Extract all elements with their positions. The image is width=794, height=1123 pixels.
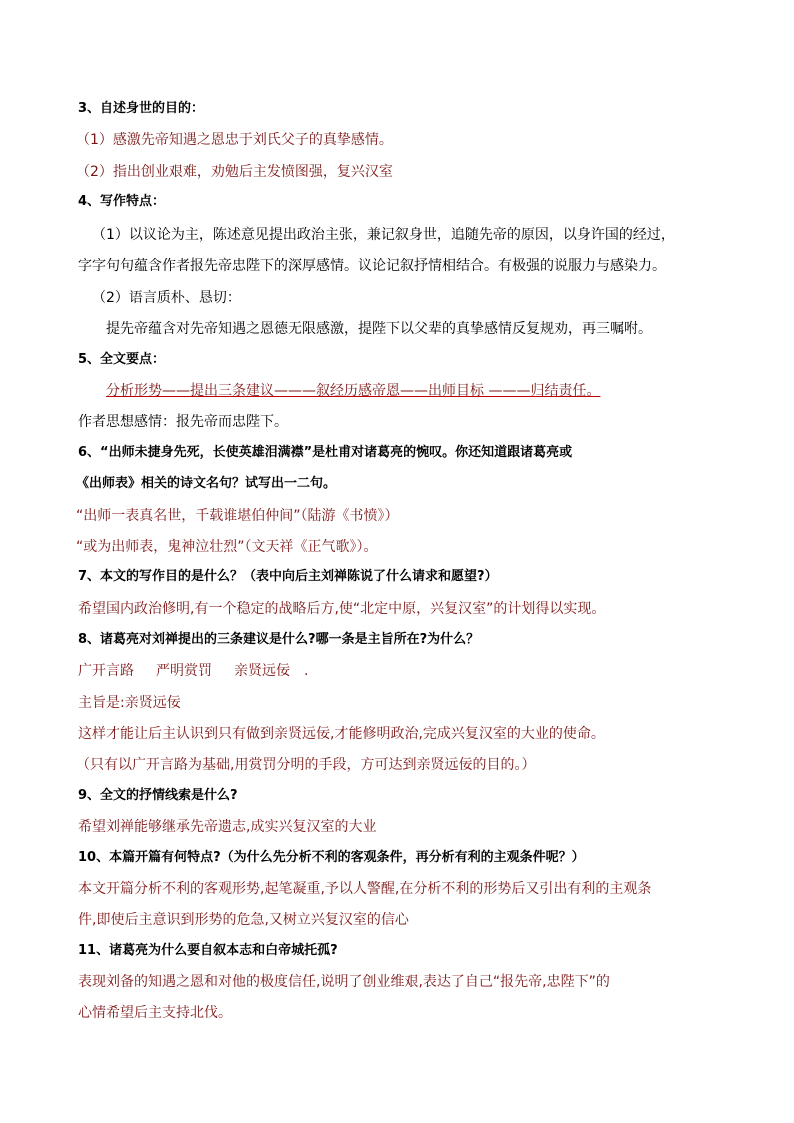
suggestion-2: 严明赏罚 bbox=[156, 663, 212, 679]
question-7: 7、本文的写作目的是什么？（表中向后主刘禅陈说了什么请求和愿望?） bbox=[78, 569, 498, 584]
question-5: 5、全文要点： bbox=[78, 352, 166, 367]
answer-5-feeling: 作者思想感情：报先帝而忠陛下。 bbox=[78, 414, 288, 430]
answer-9: 希望刘禅能够继承先帝遗志,成实兴复汉室的大业 bbox=[78, 819, 377, 835]
answer-8-note: （只有以广开言路为基础,用赏罚分明的手段，方可达到亲贤远佞的目的。） bbox=[76, 757, 536, 773]
answer-7: 希望国内政治修明,有一个稳定的战略后方,使“北定中原，兴复汉室”的计划得以实现。 bbox=[78, 601, 606, 617]
answer-8-main: 主旨是:亲贤远佞 bbox=[78, 695, 181, 711]
suggestion-3: 亲贤远佞 bbox=[234, 663, 290, 679]
question-10: 10、本篇开篇有何特点?（为什么先分析不利的客观条件，再分析有利的主观条件呢？） bbox=[78, 850, 585, 865]
answer-10-2: 件,即使后主意识到形势的危急,又树立兴复汉室的信心 bbox=[78, 912, 409, 928]
answer-10-1: 本文开篇分析不利的客观形势,起笔凝重,予以人警醒,在分析不利的形势后又引出有利的主观条 bbox=[78, 881, 652, 897]
question-3: 3、自述身世的目的： bbox=[78, 101, 205, 116]
question-4: 4、写作特点： bbox=[78, 194, 166, 209]
answer-8-suggestions bbox=[78, 661, 308, 681]
answer-4-1: （1）以议论为主，陈述意见提出政治主张，兼记叙身世，追随先帝的原因，以身许国的经过， bbox=[92, 227, 675, 243]
suggestion-1: 广开言路 bbox=[78, 663, 134, 679]
answer-8-reason: 这样才能让后主认识到只有做到亲贤远佞,才能修明政治,完成兴复汉室的大业的使命。 bbox=[78, 726, 605, 742]
answer-3-2: （2）指出创业艰难，劝勉后主发愤图强，复兴汉室 bbox=[76, 164, 393, 180]
question-6-cont: 《出师表》相关的诗文名句？试写出一二句。 bbox=[76, 476, 337, 491]
question-8: 8、诸葛亮对刘禅提出的三条建议是什么?哪一条是主旨所在?为什么？ bbox=[78, 632, 480, 647]
question-6: 6、“出师未捷身先死，长使英雄泪满襟”是杜甫对诸葛亮的惋叹。你还知道跟诸葛亮或 bbox=[78, 445, 573, 460]
answer-4-2: （2）语言质朴、恳切： bbox=[92, 290, 241, 306]
answer-5-outline: 分析形势——提出三条建议———叙经历感帝恩——出师目标 ———归结责任。 bbox=[106, 383, 601, 399]
question-9: 9、全文的抒情线索是什么? bbox=[78, 788, 238, 803]
answer-4-2-detail: 提先帝蕴含对先帝知遇之恩德无限感激，提陛下以父辈的真挚感情反复规劝，再三嘱咐。 bbox=[106, 321, 652, 337]
suggestion-end-mark: . bbox=[304, 663, 309, 679]
answer-11-2: 心情希望后主支持北伐。 bbox=[78, 1005, 232, 1021]
answer-4-1-cont: 字字句句蕴含作者报先帝忠陛下的深厚感情。议论记叙抒情相结合。有极强的说服力与感染力。 bbox=[78, 258, 666, 274]
answer-6-2: “或为出师表，鬼神泣壮烈”（文天祥《正气歌》）。 bbox=[76, 539, 378, 555]
answer-11-1: 表现刘备的知遇之恩和对他的极度信任,说明了创业维艰,表达了自己“报先帝,忠陛下”的 bbox=[78, 974, 610, 990]
answer-6-1: “出师一表真名世，千载谁堪伯仲间”（陆游《书愤》） bbox=[76, 508, 399, 524]
question-11: 11、诸葛亮为什么要自叙本志和白帝城托孤? bbox=[78, 943, 338, 958]
answer-3-1: （1）感激先帝知遇之恩忠于刘氏父子的真挚感情。 bbox=[76, 132, 393, 148]
